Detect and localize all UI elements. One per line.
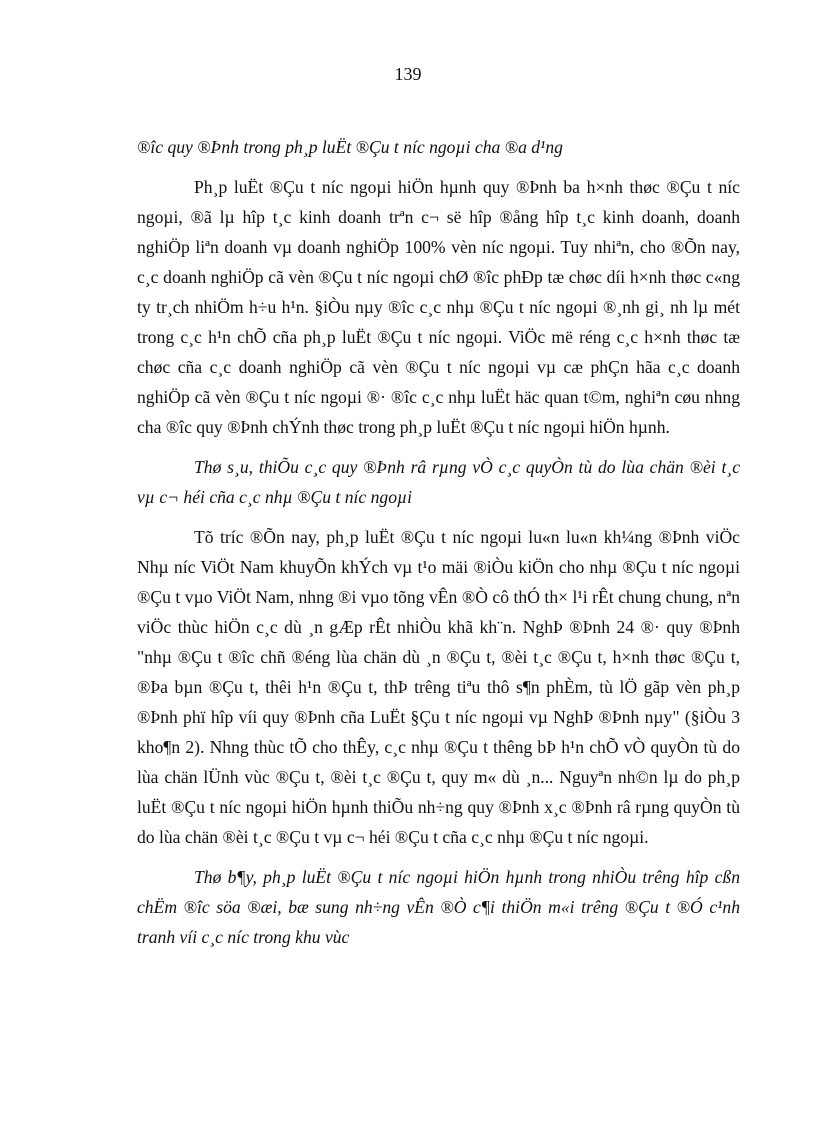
body-text: [137, 132, 740, 962]
page-number: 139: [394, 64, 422, 84]
paragraph: Ph¸p luËt ®Çu t níc ngoµi hiÖn hµnh quy ®Þnh ba h×nh thøc ®Çu t níc ngoµi, ®ã lµ hîp t¸c kinh doanh trªn c¬ së hîp ®ång hîp t¸c kinh doanh, doanh nghiÖp liªn doanh vµ doanh nghiÖp 100% vèn níc ngoµi. Tuy nhiªn, cho ®Õn nay, c¸c doanh nghiÖp cã vèn ®Çu t níc ngoµi chØ ®îc phÐp tæ chøc díi h×nh thøc c«ng ty tr¸ch nhiÖm h÷u h¹n. §iÒu nµy ®îc c¸c nhµ ®Çu t níc ngoµi ®¸nh gi¸ nh lµ mét trong c¸c h¹n chÕ cña ph¸p luËt ®Çu t níc ngoµi. ViÖc më réng c¸c h×nh thøc tæ chøc cña c¸c doanh nghiÖp cã vèn ®Çu t níc ngoµi vµ cæ phÇn hãa c¸c doanh nghiÖp cã vèn ®Çu t níc ngoµi ®· ®îc c¸c nhµ luËt häc quan t©m, nghiªn cøu nhng cha ®îc quy ®Þnh chÝnh thøc trong ph¸p luËt ®Çu t níc ngoµi hiÖn hµnh.: [137, 177, 740, 437]
paragraph-heading-continuation: ®îc quy ®Þnh trong ph¸p luËt ®Çu t níc ngoµi cha ®a d¹ng: [137, 137, 563, 157]
paragraph: Tõ tríc ®Õn nay, ph¸p luËt ®Çu t níc ngoµi lu«n lu«n kh¼ng ®Þnh viÖc Nhµ níc ViÖt Nam khuyÕn khÝch vµ t¹o mäi ®iÒu kiÖn cho nhµ ®Çu t níc ngoµi ®Çu t vµo ViÖt Nam, nhng ®i vµo tõng vÊn ®Ò cô thÓ th× l¹i rÊt chung chung, nªn viÖc thùc hiÖn c¸c dù ¸n gÆp rÊt nhiÒu khã kh¨n. NghÞ ®Þnh 24 ®· quy ®Þnh "nhµ ®Çu t ®îc chñ ®éng lùa chän dù ¸n ®Çu t, ®èi t¸c ®Çu t, h×nh thøc ®Çu t, ®Þa bµn ®Çu t, thêi h¹n ®Çu t, thÞ trêng tiªu thô s¶n phÈm, tù lÖ gãp vèn ph¸p ®Þnh phï hîp víi quy ®Þnh cña LuËt §Çu t níc ngoµi vµ NghÞ ®Þnh nµy" (§iÒu 3 kho¶n 2). Nhng thùc tÕ cho thÊy, c¸c nhµ ®Çu t thêng bÞ h¹n chÕ vÒ quyÒn tù do lùa chän lÜnh vùc ®Çu t, ®èi t¸c ®Çu t, quy m« dù ¸n... Nguyªn nh©n lµ do ph¸p luËt ®Çu t níc ngoµi hiÖn hµnh thiÕu nh÷ng quy ®Þnh x¸c ®Þnh râ rµng quyÒn tù do lùa chän ®èi t¸c ®Çu t vµ c¬ héi ®Çu t cña c¸c nhµ ®Çu t níc ngoµi.: [137, 527, 740, 847]
section-heading-sixth: Thø s¸u, thiÕu c¸c quy ®Þnh râ rµng vÒ c¸c quyÒn tù do lùa chän ®èi t¸c vµ c¬ héi cña c¸c nhµ ®Çu t níc ngoµi: [137, 457, 740, 507]
section-heading-seventh: Thø b¶y, ph¸p luËt ®Çu t níc ngoµi hiÖn hµnh trong nhiÒu trêng hîp cßn chËm ®îc söa ®æi, bæ sung nh÷ng vÊn ®Ò c¶i thiÖn m«i trêng ®Çu t ®Ó c¹nh tranh víi c¸c níc trong khu vùc: [137, 867, 740, 947]
